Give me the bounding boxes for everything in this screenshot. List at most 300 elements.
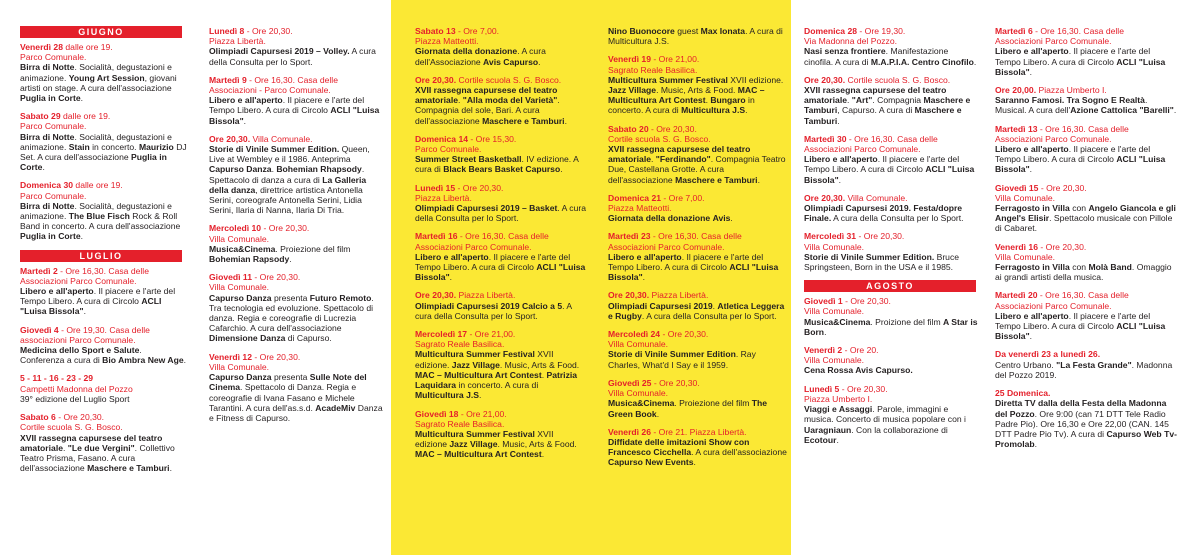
- event-time: - Ore 20,30.: [842, 296, 891, 307]
- event-highlight: ACLI "Luisa Bissola": [415, 262, 586, 283]
- event-day: Domenica 14: [415, 133, 469, 144]
- event-time: - Ore 20.: [842, 345, 879, 356]
- event-time: - Ore 19,30. Casa delle: [58, 324, 150, 335]
- event-highlight: Ferragosto in Villa: [995, 203, 1070, 214]
- section-agosto: AGOSTO: [804, 280, 976, 292]
- event-item: [209, 26, 387, 67]
- event-item: [995, 85, 1178, 116]
- event-highlight: Avis: [712, 213, 731, 224]
- event-text: . A cura della Consulta per lo Sport.: [641, 310, 777, 321]
- event-text: . Proiezione del film: [674, 398, 752, 409]
- event-time: - Ore 21,00.: [651, 54, 700, 65]
- event-highlight: ACLI "Luisa Bissola": [209, 105, 380, 126]
- event-time: - Ore 20,30.: [839, 383, 888, 394]
- event-item: [608, 54, 787, 115]
- event-time: - Ore 21,00.: [467, 329, 516, 340]
- event-highlight: MAC – Multicultura Art Contest: [415, 449, 542, 460]
- event-text: . Spettacolo di danza a cura di: [209, 164, 365, 185]
- event-highlight: Giornata della donazione: [415, 46, 518, 57]
- event-text: . Parole, immagini e musica. Concerto di musica popolare con i: [804, 404, 966, 425]
- event-highlight: Musica&Cinema: [608, 398, 675, 409]
- event-date: [995, 388, 1050, 398]
- event-time: - Ore 16,30. Casa delle: [246, 74, 338, 85]
- event-time: - Ore 21,00.: [458, 408, 507, 419]
- event-text: . Proiezione del film: [275, 243, 351, 254]
- event-time: Villa Comunale.: [250, 133, 313, 144]
- event-highlight: Bungaro: [710, 95, 746, 106]
- event-day: Giovedì 11: [209, 272, 252, 283]
- event-highlight: Capurso New Events: [608, 457, 694, 468]
- event-text: Rock & Roll Band in concerto. A cura dell'associazione: [20, 211, 181, 232]
- event-text: .: [289, 254, 292, 265]
- event-date: [995, 183, 1087, 193]
- column-6: [983, 0, 1182, 555]
- event-text: 39° edizione del Luglio Sport: [20, 393, 130, 404]
- event-location: Piazza Matteotti.: [415, 36, 479, 47]
- event-day: Martedì 13: [995, 123, 1038, 134]
- event-time: - Ore 7,00.: [455, 26, 500, 36]
- event-day: Mercoledì 10: [209, 223, 262, 234]
- event-highlight: "Art": [851, 95, 873, 106]
- event-time: dalle ore 19.: [63, 42, 113, 52]
- event-day: Giovedì 15: [995, 182, 1039, 193]
- event-day: Sabato 20: [608, 123, 649, 134]
- event-day: Martedì 23: [608, 231, 651, 242]
- event-text: . Compagnia Teatro Due, Castellana Grotte. A cura dell'associazione: [608, 154, 786, 185]
- event-text: .: [83, 306, 86, 317]
- event-day: Domenica 28: [804, 26, 858, 36]
- event-highlight: Sulle Note del Cinema: [209, 372, 367, 393]
- event-text: . Proizione del film: [870, 316, 943, 327]
- event-highlight: Bohemian Rhapsody: [276, 164, 362, 175]
- event-date: [415, 290, 515, 300]
- event-location: Villa Comunale.: [804, 306, 865, 317]
- event-time: - Ore 20,30.: [455, 182, 504, 193]
- event-time: - Ore 16,30. Casa delle: [846, 133, 938, 144]
- column-2: [191, 0, 391, 555]
- event-date: [995, 26, 1124, 36]
- event-text: A cura della Consulta per lo Sport.: [831, 213, 964, 224]
- event-highlight: Libero e all'aperto: [995, 46, 1069, 57]
- event-highlight: Azione Cattolica "Barelli": [1070, 105, 1174, 116]
- event-highlight: ACLI "Luisa Bissola": [804, 164, 975, 185]
- event-text: con: [1069, 203, 1089, 214]
- event-day: 5 - 11 - 16 - 23 - 29: [20, 373, 94, 384]
- event-text: .: [42, 162, 45, 173]
- event-text: . Il piacere e l'arte del Tempo Libero. A cura di Circolo: [995, 144, 1151, 165]
- event-date: [415, 75, 561, 85]
- event-highlight: Libero e all'aperto: [608, 251, 682, 262]
- column-3: [391, 0, 591, 555]
- event-highlight: Stain: [68, 141, 90, 152]
- event-highlight: "Ferdinando": [655, 154, 711, 165]
- event-location: Associazioni - Parco Comunale.: [209, 85, 331, 96]
- column-1: [0, 0, 191, 555]
- event-text: presenta: [271, 292, 310, 303]
- event-text: . Il piacere e l'arte del Tempo Libero. A cura di Circolo: [804, 154, 960, 175]
- event-date: [415, 183, 503, 193]
- event-text: , Capurso. A cura di: [837, 105, 915, 116]
- event-day: Giovedì 18: [415, 408, 459, 419]
- event-text: .: [564, 115, 567, 126]
- event-item: [995, 183, 1178, 234]
- event-text: . Compagnia del sole, Bari. A cura dell'associazione: [415, 95, 560, 126]
- event-highlight: Storie di Vinile Summer Edition.: [209, 144, 340, 155]
- event-item: [804, 26, 979, 67]
- event-highlight: Storie di Vinile Summer Edition.: [804, 251, 935, 262]
- event-highlight: Libero e all'aperto: [995, 144, 1069, 155]
- event-highlight: ACLI "Luisa Bissola": [995, 321, 1166, 342]
- event-time: - Ore 16,30. Casa delle: [57, 265, 149, 276]
- event-highlight: Max Ionata: [700, 26, 746, 36]
- event-location: Via Madonna del Pozzo.: [804, 36, 898, 47]
- event-text: XVII edizione.: [415, 349, 554, 370]
- event-highlight: Avis Capurso: [483, 56, 539, 67]
- event-time: Villa Comunale.: [845, 192, 908, 203]
- event-item: [804, 296, 979, 337]
- event-highlight: ACLI "Luisa Bissola": [608, 262, 779, 283]
- event-text: . Musical. A cura dell': [995, 95, 1148, 116]
- event-day: Giovedì 25: [608, 377, 652, 388]
- event-highlight: M.A.P.I.A. Centro Cinofilo: [870, 56, 974, 67]
- event-location: Villa Comunale.: [209, 233, 270, 244]
- event-time: - Ore 20,30.: [648, 123, 697, 134]
- event-date: [20, 266, 149, 276]
- event-highlight: Ferragosto in Villa: [995, 262, 1070, 273]
- event-location: Cortile scuola S. G. Bosco.: [608, 133, 711, 144]
- event-item: [608, 378, 787, 419]
- event-location: Piazza Matteotti.: [608, 203, 672, 214]
- event-highlight: "Alla moda del Varietà": [462, 95, 558, 106]
- event-date: [209, 223, 309, 233]
- event-item: [608, 231, 787, 282]
- event-highlight: Jazz Village: [608, 85, 657, 96]
- event-item: [209, 272, 387, 343]
- event-day: Martedì 6: [995, 26, 1033, 36]
- event-location: Villa Comunale.: [804, 355, 865, 366]
- event-location: Associazioni Parco Comunale.: [995, 36, 1112, 47]
- event-date: [20, 412, 104, 422]
- event-date: [415, 134, 516, 144]
- event-time: - Ore 21. Piazza Libertà.: [651, 426, 747, 437]
- event-date: [995, 85, 1107, 95]
- event-text: . A cura di Multicultura J.S.: [608, 26, 783, 47]
- event-text: . IV edizione. A cura di: [415, 154, 579, 175]
- event-text: presenta: [271, 372, 310, 383]
- event-highlight: Olimpiadi Capursesi 2019 – Volley.: [209, 46, 350, 57]
- event-highlight: AcadeMiv: [315, 402, 356, 413]
- event-day: Mercoledì 31: [804, 231, 857, 242]
- event-time: dalle ore 19.: [73, 180, 123, 191]
- event-highlight: Multicultura J.S: [681, 105, 746, 116]
- event-location: Villa Comunale.: [995, 251, 1056, 262]
- event-item: [804, 134, 979, 185]
- event-time: - Ore 20,30.: [660, 329, 709, 340]
- event-time: - Ore 15,30.: [468, 133, 517, 144]
- event-time: - Ore 19,30.: [857, 26, 906, 36]
- event-highlight: XVII rassegna capursese del teatro amatoriale: [415, 85, 558, 106]
- event-text: . A cura della Consulta per lo Sport.: [415, 203, 587, 224]
- event-item: [608, 427, 787, 468]
- event-item: [20, 266, 187, 317]
- event-date: [608, 290, 708, 300]
- event-highlight: Molà Band: [1088, 262, 1132, 273]
- event-text: . Collettivo Teatro Prisma, Fasano. A cura dell'associazione: [20, 442, 175, 474]
- event-date: [415, 231, 549, 241]
- event-date: [20, 373, 93, 383]
- event-text: con: [1069, 262, 1089, 273]
- event-day: Venerdì 2: [804, 345, 843, 356]
- event-date: [995, 242, 1086, 252]
- event-day: Martedì 20: [995, 290, 1038, 301]
- event-highlight: Multicultura J.S: [415, 390, 479, 401]
- event-day: Ore 20,30.: [804, 192, 846, 203]
- event-item: [20, 111, 187, 172]
- event-location: Parco Comunale.: [20, 52, 87, 63]
- event-location: Villa Comunale.: [209, 361, 270, 372]
- event-text: in concerto.: [89, 141, 139, 152]
- event-date: [804, 75, 950, 85]
- event-highlight: Libero e all'aperto: [804, 154, 878, 165]
- event-location: Associazioni Parco Comunale.: [415, 241, 532, 252]
- event-item: [804, 345, 979, 376]
- event-text: .: [538, 56, 541, 67]
- event-highlight: Storie di Vinile Summer Edition: [608, 349, 736, 360]
- event-text: . Ray Charles, What'd I Say e il 1959.: [608, 349, 756, 370]
- event-location: Piazza Libertà.: [209, 36, 266, 47]
- event-date: [804, 345, 879, 355]
- event-highlight: Futuro Remoto: [309, 292, 372, 303]
- event-highlight: Viaggi e Assaggi: [804, 404, 873, 415]
- event-highlight: Maschere e Tamburi: [804, 105, 962, 126]
- event-day: Ore 20,30.: [415, 290, 457, 301]
- event-highlight: Saranno Famosi. Tra Sogno E Realtà: [995, 95, 1145, 106]
- event-text: .: [458, 95, 463, 106]
- event-location: Villa Comunale.: [209, 282, 270, 293]
- event-text: .: [1029, 66, 1033, 77]
- event-text: . Socialità, degustazioni e animazione.: [20, 131, 172, 152]
- event-text: . Omaggio ai grandi artisti della musica.: [995, 262, 1172, 283]
- event-highlight: Diretta TV dalla della Festa della Madonna del Pozzo: [995, 398, 1167, 419]
- event-highlight: "Le due Vergini": [67, 442, 135, 453]
- event-date: [415, 409, 507, 419]
- event-date: [20, 42, 113, 52]
- event-text: XVII edizione: [415, 428, 554, 450]
- event-text: A cura della Consulta per lo Sport.: [209, 46, 376, 67]
- event-date: [415, 26, 499, 36]
- event-highlight: Nasi senza frontiere: [804, 46, 886, 57]
- event-time: - Ore 20,30.: [1038, 182, 1087, 193]
- event-text: . Conferenza a cura di: [20, 345, 142, 366]
- event-text: .: [656, 408, 660, 419]
- event-text: DJ Set. A cura dell'associazione: [20, 141, 187, 163]
- event-highlight: Young Art Session: [68, 72, 145, 83]
- event-time: Cortile scuola S. G. Bosco.: [456, 74, 562, 85]
- event-date: [20, 325, 150, 335]
- event-item: [209, 352, 387, 423]
- event-day: Martedì 30: [804, 133, 847, 144]
- event-highlight: ACLI "Luisa Bissola": [995, 56, 1166, 77]
- event-item: [608, 26, 787, 46]
- event-day: Mercoledì 24: [608, 329, 661, 340]
- event-highlight: Capurso Danza: [209, 292, 272, 303]
- event-location: Villa Comunale.: [608, 388, 669, 399]
- event-text: .: [80, 231, 84, 242]
- event-date: [804, 231, 904, 241]
- event-time: - Ore 16,30. Casa delle: [1037, 123, 1129, 134]
- event-location: Sagrato Reale Basilica.: [415, 339, 505, 350]
- event-text: .: [651, 154, 656, 165]
- event-item: [804, 75, 979, 126]
- event-day: Venerdì 26: [608, 426, 651, 437]
- event-day: Lunedì 8: [209, 26, 245, 36]
- event-highlight: Uaragniaun: [804, 424, 852, 435]
- event-highlight: Capurso Danza: [209, 372, 272, 383]
- event-highlight: ACLI "Luisa Bissola": [20, 296, 162, 317]
- event-item: [415, 134, 587, 175]
- event-day: Mercoledì 17: [415, 329, 468, 340]
- event-date: [995, 349, 1100, 359]
- event-text: . Il piacere e l'arte del Tempo Libero. A cura di Circolo: [995, 46, 1151, 67]
- event-item: [415, 183, 587, 224]
- event-date: [804, 384, 888, 394]
- event-time: Piazza Umberto I.: [1036, 85, 1107, 96]
- event-location: Campetti Madonna del Pozzo: [20, 383, 133, 394]
- event-highlight: Puglia in Corte: [20, 152, 167, 173]
- event-location: Parco Comunale.: [20, 190, 87, 201]
- event-location: Piazza Libertà.: [415, 192, 472, 203]
- event-highlight: Multicultura Summer Festival: [415, 428, 535, 439]
- event-date: [608, 378, 700, 388]
- event-location: Parco Comunale.: [20, 121, 87, 132]
- event-date: [209, 272, 300, 282]
- event-highlight: Diffidate delle imitazioni Show con Francesco Cicchella: [608, 436, 750, 458]
- event-highlight: Capurso Web Tv-Promolab: [995, 428, 1177, 450]
- event-item: [209, 75, 387, 126]
- event-date: [209, 134, 313, 144]
- event-highlight: Multicultura Summer Festival: [608, 74, 728, 85]
- event-highlight: Black Bears Basket Capurso: [443, 164, 561, 175]
- event-highlight: Musica&Cinema: [209, 243, 276, 254]
- event-date: [209, 352, 300, 362]
- event-highlight: Olimpiadi Capursesi 2019: [608, 300, 713, 311]
- event-text: . Music, Arts & Food.: [499, 359, 580, 370]
- event-location: Associazioni Parco Comunale.: [995, 300, 1112, 311]
- event-text: . A cura dell'associazione: [691, 447, 787, 458]
- event-day: Lunedì 5: [804, 383, 840, 394]
- event-time: - Ore 7,00.: [661, 192, 705, 203]
- event-text: .: [1029, 164, 1033, 175]
- event-day: Sabato 6: [20, 412, 56, 423]
- event-text: Queen, Live at Wembley e il 1986. Anteprima: [209, 144, 370, 165]
- event-time: - Ore 20,30.: [55, 412, 105, 423]
- event-item: [20, 412, 187, 473]
- event-text: di Capurso.: [285, 333, 332, 344]
- event-day: Martedì 9: [209, 74, 247, 85]
- event-time: - Ore 20,30.: [261, 223, 310, 234]
- event-text: .: [757, 174, 760, 185]
- event-text: . Tra tecnologia ed evoluzione. Spettacolo di danza. Regia e coreografie di Lucrezia Cafarchio. A cura dell'associazione: [209, 292, 374, 334]
- event-highlight: Nino Buonocore: [608, 26, 675, 36]
- event-date: [608, 193, 705, 203]
- event-item: [20, 373, 187, 404]
- event-time: - Ore 20,30.: [651, 377, 700, 388]
- event-day: Venerdì 19: [608, 54, 651, 65]
- event-item: [20, 42, 187, 103]
- event-day: Ore 20,30.: [608, 290, 650, 301]
- event-text: .: [183, 355, 187, 366]
- event-text: in concerto. A cura di: [608, 95, 755, 116]
- column-4: [591, 0, 791, 555]
- event-highlight: Maschere e Tamburi: [675, 174, 758, 185]
- event-time: Cortile scuola S. G. Bosco.: [845, 74, 951, 85]
- event-text: Danza e Fitness di Capurso.: [209, 402, 383, 423]
- event-highlight: A Star is Born: [804, 316, 978, 337]
- event-highlight: Capurso Danza: [209, 164, 272, 175]
- event-highlight: MAC – Multicultura Art Contest: [415, 369, 542, 380]
- event-text: . Il piacere e l'arte del Tempo Libero. A cura di Circolo: [608, 251, 764, 273]
- event-text: .: [80, 93, 84, 104]
- event-text: . Socialità, degustazioni e animazione.: [20, 62, 172, 83]
- event-item: [415, 329, 587, 400]
- event-text: .: [730, 213, 733, 224]
- event-text: .: [541, 449, 545, 460]
- event-day: 25 Domenica.: [995, 388, 1051, 399]
- event-date: [995, 290, 1129, 300]
- event-location: Associazioni Parco Comunale.: [995, 133, 1112, 144]
- event-day: Martedì 2: [20, 265, 58, 276]
- event-text: , giovani artisti on stage. A cura dell'associazione: [20, 72, 177, 93]
- event-day: Domenica 21: [608, 192, 662, 203]
- event-day: Domenica 30: [20, 180, 74, 191]
- event-text: .: [169, 463, 172, 474]
- event-location: Piazza Umberto I.: [804, 393, 873, 404]
- event-text: .: [1173, 105, 1177, 116]
- event-text: .: [838, 174, 842, 185]
- event-location: Villa Comunale.: [995, 192, 1056, 203]
- event-highlight: Patrizia Laquidara: [415, 369, 578, 391]
- event-item: [415, 75, 587, 126]
- event-text: XVII edizione.: [727, 74, 784, 85]
- event-day: Giovedì 1: [804, 296, 843, 307]
- event-day: Martedì 16: [415, 231, 458, 242]
- event-date: [608, 427, 747, 437]
- event-text: .: [1029, 331, 1033, 342]
- event-location: Associazioni Parco Comunale.: [608, 241, 725, 252]
- event-text: . Compagnia: [872, 95, 924, 106]
- event-text: .: [712, 300, 718, 311]
- event-highlight: Musica&Cinema: [804, 316, 871, 327]
- event-highlight: Multicultura Summer Festival: [415, 349, 535, 360]
- event-highlight: Birra di Notte: [20, 62, 75, 73]
- event-highlight: Maurizio: [138, 141, 174, 152]
- event-day: Lunedì 15: [415, 182, 456, 193]
- event-date: [209, 75, 338, 85]
- event-highlight: "La Festa Grande": [1056, 359, 1132, 370]
- event-text: . Madonna del Pozzo 2019.: [995, 359, 1173, 380]
- event-time: Piazza Libertà.: [456, 290, 516, 301]
- event-time: - Ore 16,30. Casa delle: [1032, 26, 1124, 36]
- event-location: Associazioni Parco Comunale.: [20, 275, 137, 286]
- event-day: Venerdì 16: [995, 241, 1038, 252]
- event-highlight: XVII rassegna capursese del teatro amatoriale: [20, 432, 163, 453]
- event-text: . Il piacere e l'arte del Tempo Libero. A cura di Circolo: [995, 310, 1151, 332]
- event-text: . Music, Arts & Food.: [656, 85, 738, 96]
- event-item: [415, 290, 587, 321]
- event-date: [804, 134, 938, 144]
- event-text: .: [836, 434, 839, 445]
- event-location: Cortile scuola S. G. Bosco.: [20, 422, 123, 433]
